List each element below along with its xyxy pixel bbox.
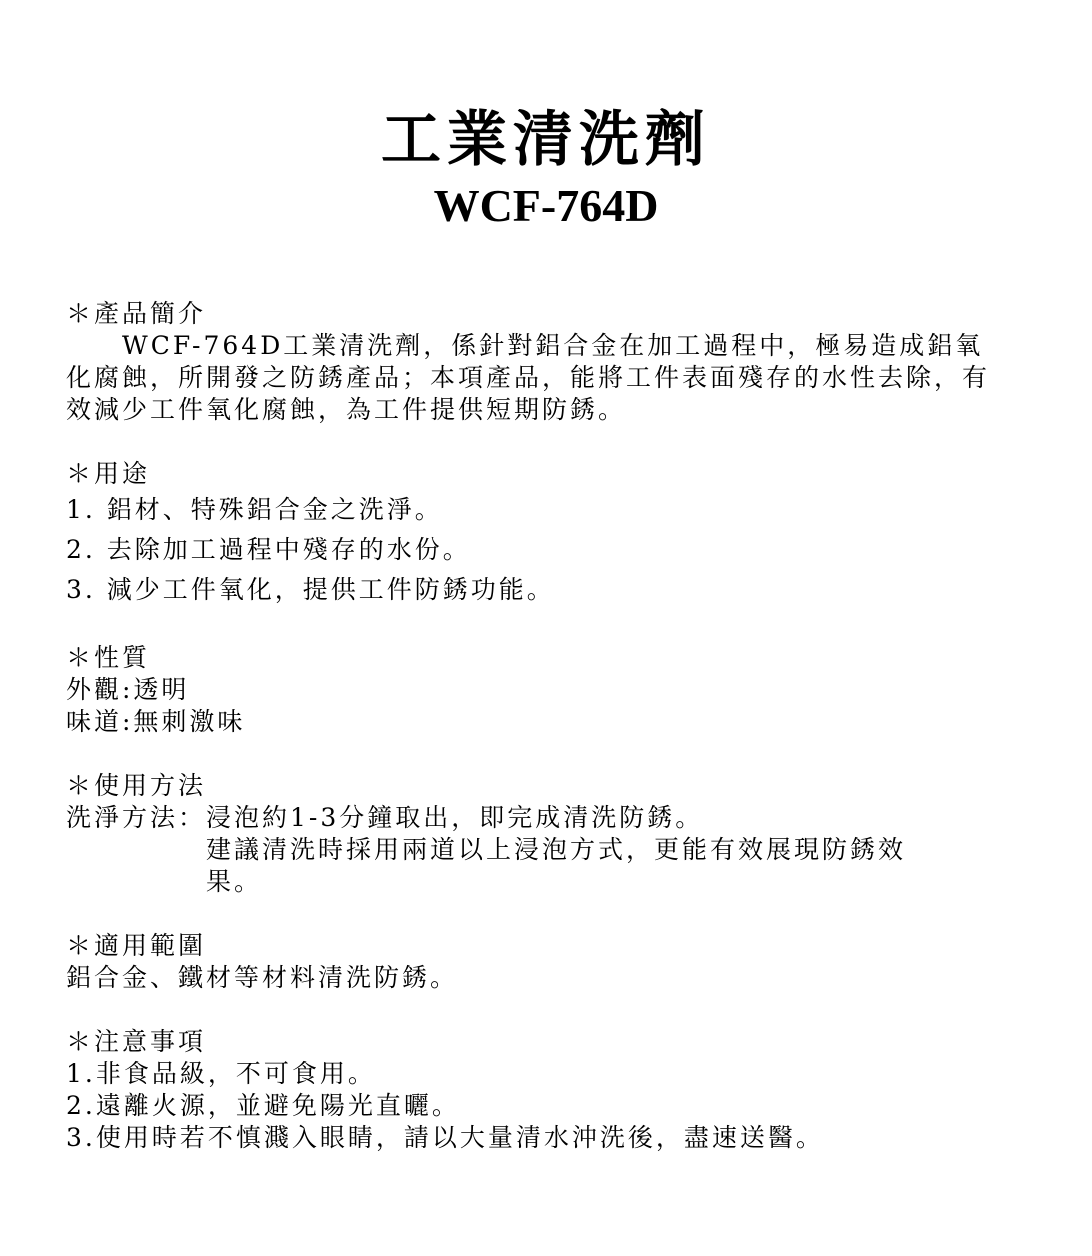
caution-item: 2.遠離火源，並避免陽光直曬。 (66, 1091, 460, 1120)
intro-paragraph: WCF-764D工業清洗劑，係針對鋁合金在加工過程中，極易造成鋁氧化腐蝕，所開發之防銹產品；本項產品，能將工件表面殘存的水性去除，有效減少工件氧化腐蝕，為工件提供短期防銹。 (66, 331, 991, 424)
method-row (66, 802, 996, 898)
method-line: 浸泡約1-3分鐘取出，即完成清洗防銹。 (206, 803, 704, 832)
section-scope (66, 930, 996, 994)
section-heading-usage: ＊用途 (66, 459, 151, 488)
section-cautions (66, 1026, 996, 1154)
section-heading-scope: ＊適用範圍 (66, 931, 207, 960)
usage-item: 1. 鋁材、特殊鋁合金之洗淨。 (66, 495, 443, 524)
property-odor: 味道:無刺激味 (66, 707, 246, 736)
caution-item: 1.非食品級，不可食用。 (66, 1059, 376, 1088)
usage-item: 2. 去除加工過程中殘存的水份。 (66, 535, 471, 564)
section-heading-cautions: ＊注意事項 (66, 1027, 207, 1056)
section-product-intro (66, 298, 996, 426)
document-body (66, 298, 996, 1178)
method-body (206, 802, 996, 898)
section-heading-method: ＊使用方法 (66, 771, 207, 800)
section-heading-intro: ＊產品簡介 (66, 299, 207, 328)
section-method (66, 770, 996, 898)
section-properties (66, 642, 996, 738)
method-line: 建議清洗時採用兩道以上浸泡方式，更能有效展現防銹效 (206, 835, 907, 864)
property-appearance: 外觀:透明 (66, 675, 190, 704)
method-label: 洗淨方法： (66, 803, 207, 832)
section-usage (66, 458, 996, 610)
method-line: 果。 (206, 867, 263, 896)
document-title: 工業清洗劑 (381, 105, 711, 175)
scope-text: 鋁合金、鐵材等材料清洗防銹。 (66, 963, 459, 992)
model-number: WCF-764D (433, 180, 659, 231)
usage-item: 3. 減少工件氧化，提供工件防銹功能。 (66, 575, 555, 604)
caution-item: 3.使用時若不慎濺入眼睛，請以大量清水沖洗後，盡速送醫。 (66, 1123, 824, 1152)
section-heading-properties: ＊性質 (66, 643, 151, 672)
